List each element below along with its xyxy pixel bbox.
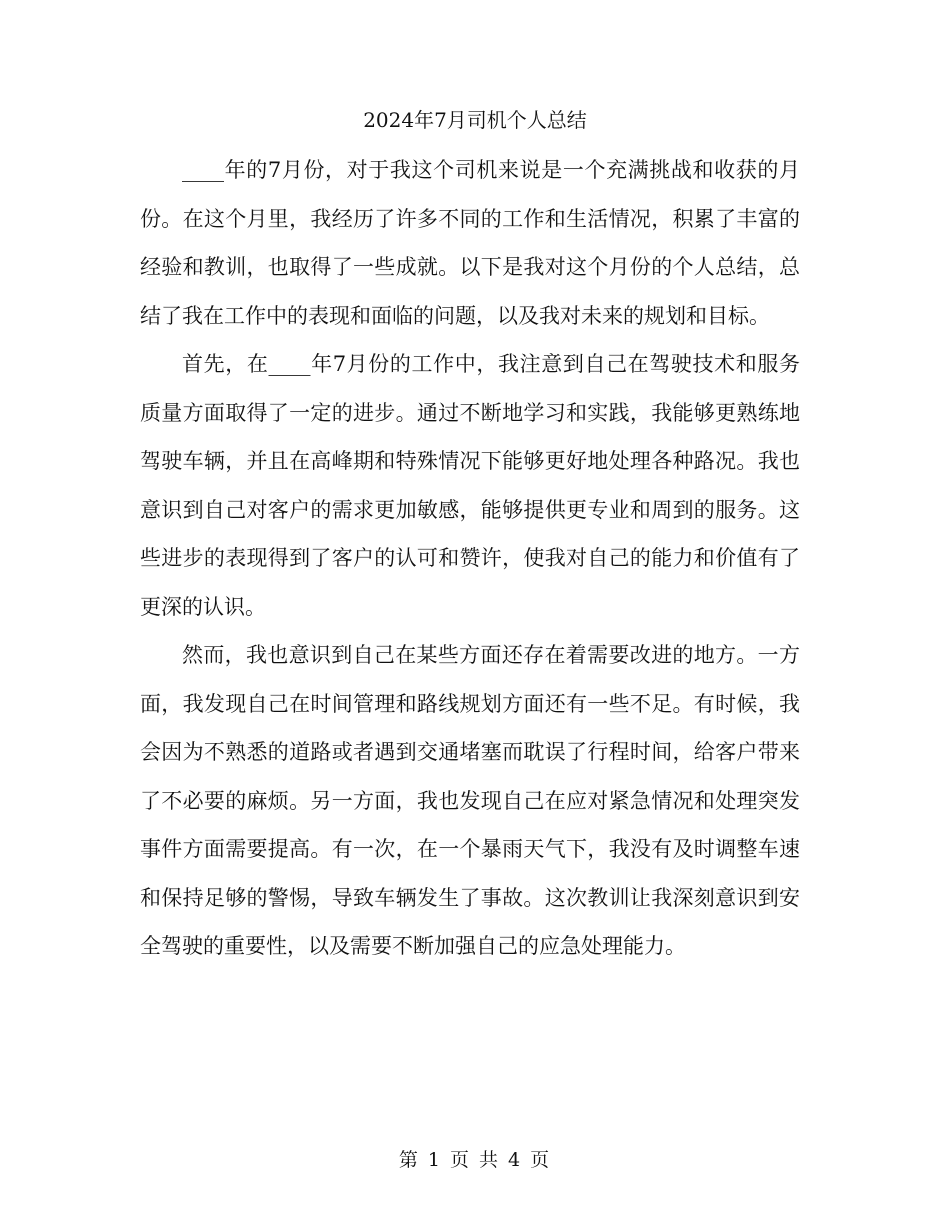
- paragraph-3: 然而，我也意识到自己在某些方面还存在着需要改进的地方。一方面，我发现自己在时间管理和路线规划方面还有一些不足。有时候，我会因为不熟悉的道路或者遇到交通堵塞而耽误了行程时间，给客户带来了不必要的麻烦。另一方面，我也发现自己在应对紧急情况和处理突发事件方面需要提高。有一次，在一个暴雨天气下，我没有及时调整车速和保持足够的警惕，导致车辆发生了事故。这次教训让我深刻意识到安全驾驶的重要性，以及需要不断加强自己的应急处理能力。: [140, 643, 800, 958]
- page-number-footer: 第 1 页 共 4 页: [398, 1149, 552, 1171]
- document-body: [140, 146, 800, 971]
- paragraph-2: 首先，在____年7月份的工作中，我注意到自己在驾驶技术和服务质量方面取得了一定的进步。通过不断地学习和实践，我能够更熟练地驾驶车辆，并且在高峰期和特殊情况下能够更好地处理各种路况。我也意识到自己对客户的需求更加敏感，能够提供更专业和周到的服务。这些进步的表现得到了客户的认可和赞许，使我对自己的能力和价值有了更深的认识。: [140, 352, 800, 619]
- paragraph-1: ____年的7月份，对于我这个司机来说是一个充满挑战和收获的月份。在这个月里，我经历了许多不同的工作和生活情况，积累了丰富的经验和教训，也取得了一些成就。以下是我对这个月份的个人总结，总结了我在工作中的表现和面临的问题，以及我对未来的规划和目标。: [140, 158, 800, 328]
- document-title: 2024年7月司机个人总结: [363, 108, 587, 132]
